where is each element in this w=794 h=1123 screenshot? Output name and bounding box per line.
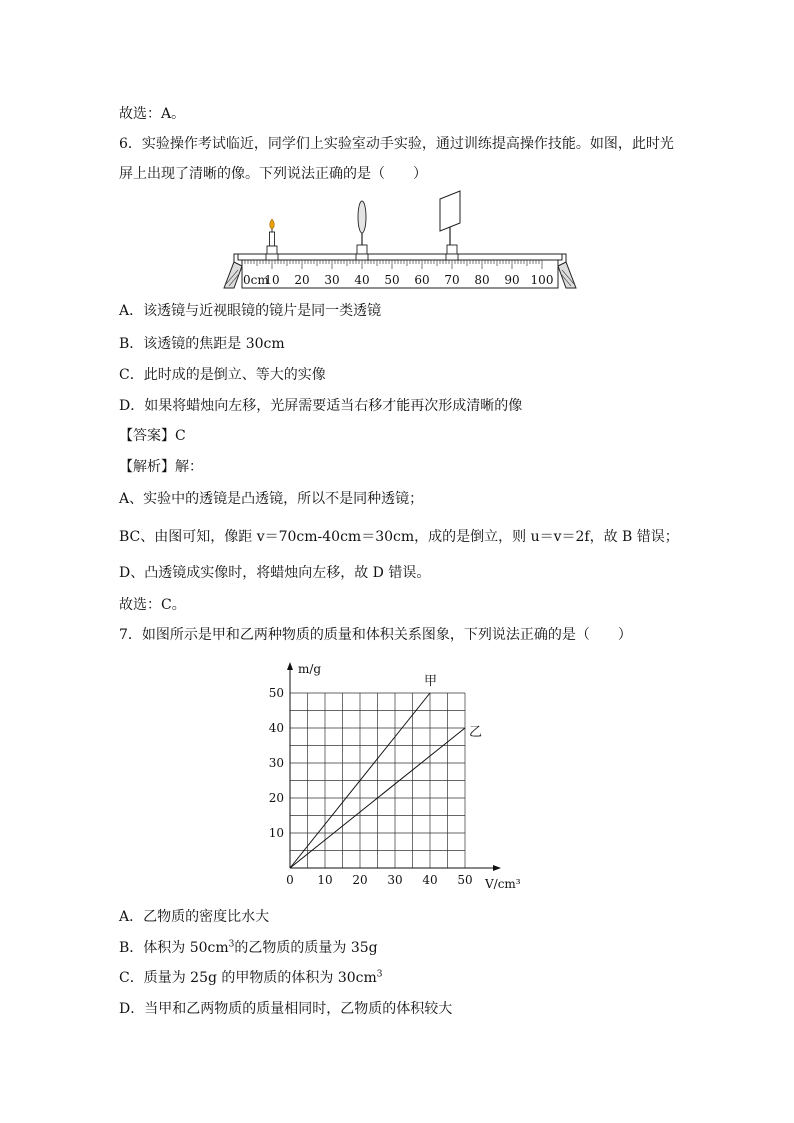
light-screen xyxy=(440,191,460,260)
ruler-label: 60 xyxy=(414,273,430,287)
x-tick-label: 30 xyxy=(387,873,403,887)
q7-stem: 7．如图所示是甲和乙两种物质的质量和体积关系图象，下列说法正确的是（ ） xyxy=(119,627,632,643)
ruler-label: 80 xyxy=(474,273,490,287)
graph-grid xyxy=(290,693,465,868)
q6-analysis-bc: BC、由图可知，像距 v＝70cm-40cm＝30cm，成的是倒立，则 u＝v＝2f，故 B 错误； xyxy=(119,529,679,545)
x-tick-label: 0 xyxy=(286,873,294,887)
x-axis-arrow xyxy=(493,865,501,871)
ruler-label: 50 xyxy=(384,273,400,287)
q7-option-d: D．当甲和乙两物质的质量相同时，乙物质的体积较大 xyxy=(119,1001,453,1017)
bench-rail xyxy=(238,254,562,260)
candle xyxy=(266,219,278,260)
convex-lens xyxy=(356,201,368,260)
ruler-label: 40 xyxy=(354,273,370,287)
optical-bench-figure xyxy=(220,188,580,292)
q6-answer: 【答案】C xyxy=(119,428,186,444)
q6-analysis-d: D、凸透镜成实像时，将蜡烛向左移，故 D 错误。 xyxy=(119,565,431,581)
ruler-label: 20 xyxy=(294,273,310,287)
mass-volume-graph xyxy=(260,650,540,895)
q7-option-b-pre: B．体积为 50cm xyxy=(119,940,229,956)
ruler-label: 0cm xyxy=(243,273,269,287)
q6-analysis-title: 【解析】解： xyxy=(119,459,203,475)
y-tick-label: 50 xyxy=(268,686,284,700)
prev-answer: 故选：A。 xyxy=(119,106,186,122)
x-tick-label: 40 xyxy=(422,873,438,887)
ruler-label: 100 xyxy=(530,273,554,287)
y-axis-arrow xyxy=(287,662,293,670)
q6-option-a: A．该透镜与近视眼镜的镜片是同一类透镜 xyxy=(119,303,382,319)
q6-option-d: D．如果将蜡烛向左移，光屏需要适当右移才能再次形成清晰的像 xyxy=(119,398,523,414)
q6-stem-line1: 6．实验操作考试临近，同学们上实验室动手实验，通过训练提高操作技能。如图，此时光 xyxy=(119,136,674,152)
q6-conclusion: 故选：C。 xyxy=(119,597,186,613)
q7-option-b-sup: 3 xyxy=(228,939,235,950)
q7-option-b-post: 的乙物质的质量为 35g xyxy=(234,940,378,956)
y-tick-label: 40 xyxy=(268,721,284,735)
q6-analysis-a: A、实验中的透镜是凸透镜，所以不是同种透镜； xyxy=(119,491,424,507)
x-tick-label: 20 xyxy=(352,873,368,887)
y-tick-label: 10 xyxy=(268,826,284,840)
x-tick-label: 10 xyxy=(317,873,333,887)
y-tick-label: 30 xyxy=(268,756,284,770)
x-tick-label: 50 xyxy=(457,873,473,887)
q7-option-a: A．乙物质的密度比水大 xyxy=(119,909,270,925)
ruler-label: 90 xyxy=(504,273,520,287)
q6-option-c: C．此时成的是倒立、等大的实像 xyxy=(119,367,326,383)
ruler-label: 10 xyxy=(264,273,280,287)
q6-stem-line2: 屏上出现了清晰的像。下列说法正确的是（ ） xyxy=(119,166,427,182)
series-name-0: 甲 xyxy=(424,674,438,689)
ruler-label: 70 xyxy=(444,273,460,287)
q7-option-c-pre: C．质量为 25g 的甲物质的体积为 30cm xyxy=(119,970,377,986)
q6-option-b: B．该透镜的焦距是 30cm xyxy=(119,336,285,352)
series-name-1: 乙 xyxy=(469,725,483,740)
q7-option-c-sup: 3 xyxy=(376,969,383,980)
y-tick-label: 20 xyxy=(268,791,284,805)
x-axis-label: V/cm³ xyxy=(485,877,521,891)
q7-option-b xyxy=(119,937,378,957)
q7-option-c xyxy=(119,967,383,987)
ruler-label: 30 xyxy=(324,273,340,287)
y-axis-label: m/g xyxy=(298,662,322,676)
